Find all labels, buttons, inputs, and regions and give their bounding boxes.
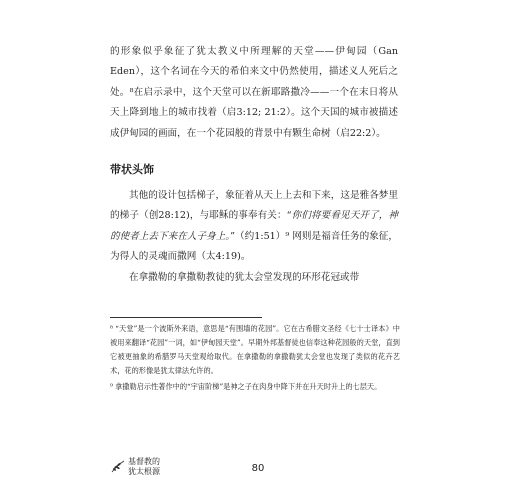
paragraph: 在拿撒勒的拿撒勒教徒的犹太会堂发现的环形花冠或带 bbox=[129, 271, 360, 283]
book-title-line2: 犹太根源 bbox=[128, 467, 160, 476]
scripture-quote: 你们将要看见天开了，神的使者上去下来在人子身上。 bbox=[110, 210, 399, 242]
paragraph-tail: ”（约1:51）⁹ 网则是福音任务的象征，为得人的灵魂而撒网（太4:19)。 bbox=[110, 230, 398, 263]
book-title-line1: 基督教的 bbox=[128, 457, 160, 466]
paragraph bbox=[110, 186, 398, 268]
footnote: ⁹ 拿撒勒启示性著作中的“宇宙阶梯”是神之子在肉身中降下并在升天时升上的七层天。 bbox=[110, 382, 382, 391]
footnote: ⁸ “天堂”是一个波斯外来语，意思是“有围墙的花园”。它在古希腊文圣经《七十士译本》中被用来翻译“花园”一词，如“伊甸园天堂”。早期外邦基督徒也信奉这种花园般的天堂，直到它被更抽象的希腊罗马天堂观给取代。在拿撒勒的拿撒勒犹太会堂也发现了类似的花卉艺术，花的形像是犹太律法允许的。 bbox=[110, 324, 400, 375]
main-text bbox=[110, 42, 398, 288]
paragraph: 的形象似乎象征了犹太教义中所理解的天堂——伊甸园（Gan Eden），这个名词在今天的希伯来文中仍然使用，描述义人死后之处。⁸在启示录中，这个天堂可以在新耶路撒冷——一个在末日将从天上降到地上的城市找着（启3:12; 21:2）。这个天国的城市被描述成伊甸园的画面，在一个花园般的背景中有颗生命树（启22:2）。 bbox=[110, 46, 398, 139]
page-number: 80 bbox=[251, 463, 265, 474]
paragraph-lead: 其他的设计包括梯子，象征着从天上上去和下来，这是雅各梦里的梯子（创28:12)，与耶稣的事奉有关：“ bbox=[110, 190, 398, 222]
olive-branch-icon bbox=[110, 459, 126, 473]
footnote-divider bbox=[110, 317, 262, 318]
section-heading: 带状头饰 bbox=[110, 163, 154, 177]
footnotes bbox=[110, 322, 400, 394]
